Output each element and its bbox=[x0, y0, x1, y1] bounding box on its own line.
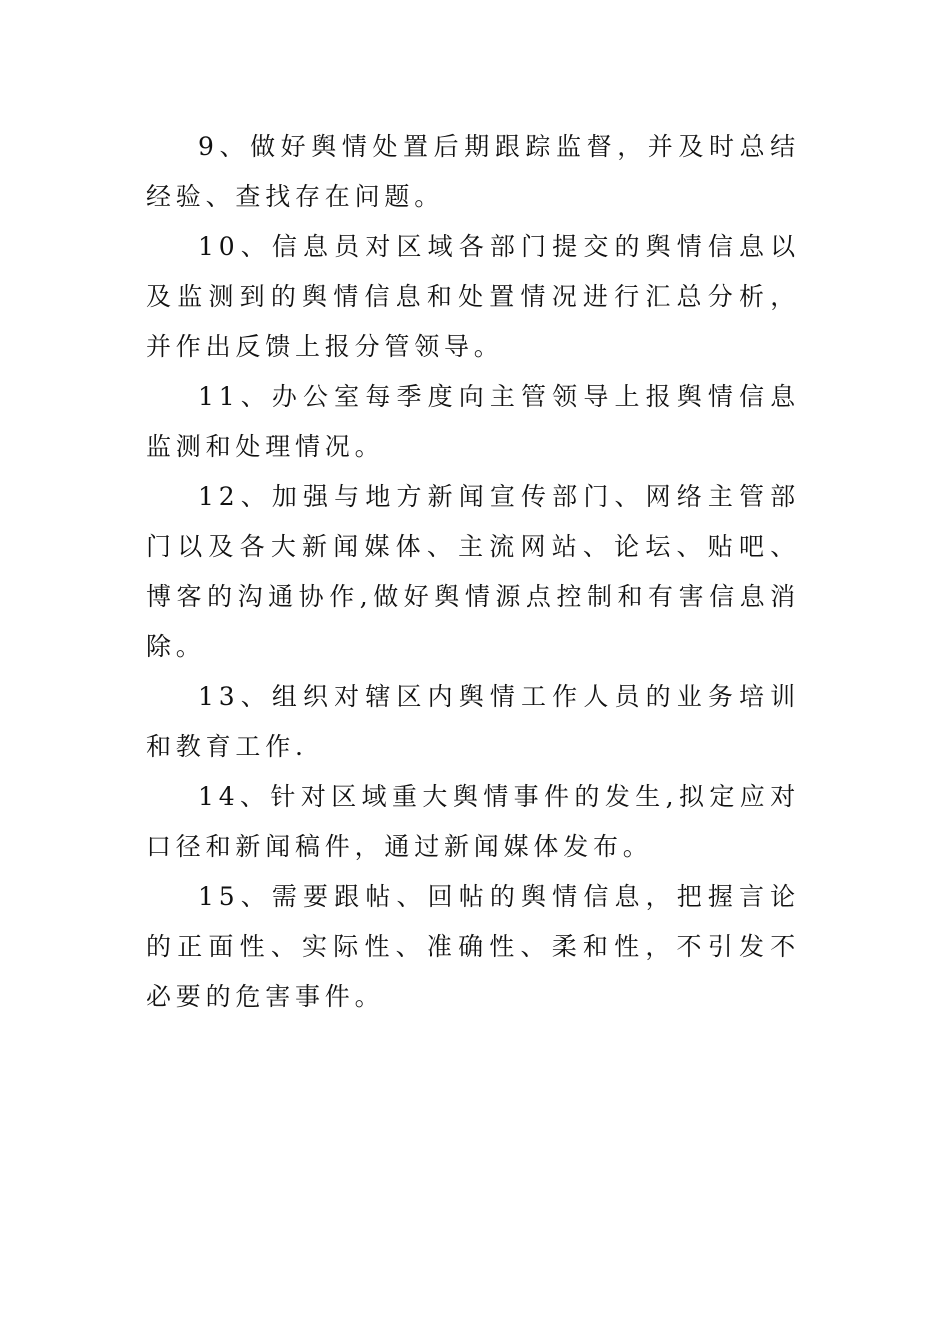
paragraph-item-13: 13、组织对辖区内舆情工作人员的业务培训和教育工作. bbox=[146, 682, 800, 761]
paragraph-item-12: 12、加强与地方新闻宣传部门、网络主管部门以及各大新闻媒体、主流网站、论坛、贴吧、博客的沟通协作,做好舆情源点控制和有害信息消除。 bbox=[146, 482, 800, 661]
paragraph-item-14: 14、针对区域重大舆情事件的发生,拟定应对口径和新闻稿件，通过新闻媒体发布。 bbox=[146, 782, 800, 861]
document-body bbox=[146, 122, 800, 1022]
paragraph-item-9: 9、做好舆情处置后期跟踪监督，并及时总结经验、查找存在问题。 bbox=[146, 132, 800, 211]
paragraph-item-11: 11、办公室每季度向主管领导上报舆情信息监测和处理情况。 bbox=[146, 382, 800, 461]
paragraph-item-15: 15、需要跟帖、回帖的舆情信息，把握言论的正面性、实际性、准确性、柔和性，不引发不必要的危害事件。 bbox=[146, 882, 800, 1011]
paragraph-item-10: 10、信息员对区域各部门提交的舆情信息以及监测到的舆情信息和处置情况进行汇总分析，并作出反馈上报分管领导。 bbox=[146, 232, 800, 361]
